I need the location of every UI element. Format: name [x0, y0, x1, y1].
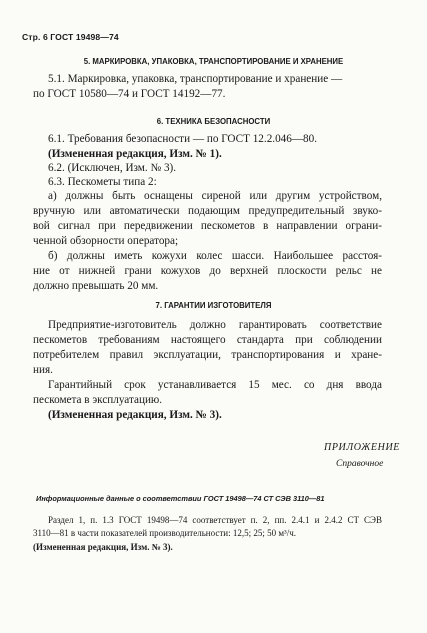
section-7-line: ния.	[33, 364, 53, 376]
section-5-line: 5.1. Маркировка, упаковка, транспортирование и хранение —	[48, 73, 343, 85]
section-7-line: пескометов требованиям настоящего стандарта при соблюдении	[33, 334, 382, 346]
section-6-line: должно превышать 20 мм.	[33, 280, 159, 292]
section-5-heading: 5. МАРКИРОВКА, УПАКОВКА, ТРАНСПОРТИРОВАНИЕ И ХРАНЕНИЕ	[83, 57, 344, 66]
section-6-line: 6.2. (Исключен, Изм. № 3).	[48, 162, 177, 174]
section-7-heading: 7. ГАРАНТИИ ИЗГОТОВИТЕЛЯ	[155, 301, 272, 310]
section-6-heading: 6. ТЕХНИКА БЕЗОПАСНОСТИ	[156, 117, 271, 126]
section-6-amendment: (Измененная редакция, Изм. № 1).	[48, 148, 222, 160]
info-amendment: (Измененная редакция, Изм. № 3).	[33, 542, 173, 552]
section-6-line: ченной обзорности оператора;	[33, 235, 179, 247]
section-6-line: б) должны иметь кожухи колес шасси. Наибольшее расстоя-	[48, 250, 382, 262]
section-7-line: потребителем правил эксплуатации, транспортирования и хране-	[33, 349, 382, 361]
section-7-line: Предприятие-изготовитель должно гарантировать соответствие	[48, 319, 382, 331]
page-header: Стр. 6 ГОСТ 19498—74	[22, 32, 119, 42]
section-6-line: а) должны быть оснащены сиреной или другим устройством,	[48, 190, 382, 202]
section-5-line: по ГОСТ 10580—74 и ГОСТ 14192—77.	[33, 88, 226, 100]
section-7-line: пескомета в эксплуатацию.	[33, 394, 163, 406]
appendix-subtitle: Справочное	[336, 459, 384, 469]
section-6-line: вручную или автоматически подающим предупредительный звуко-	[33, 205, 382, 217]
section-6-line: 6.3. Пескометы типа 2:	[48, 176, 157, 188]
section-6-line: вой сигнал при передвижении пескометов в направлении ограни-	[33, 220, 382, 232]
section-6-line: 6.1. Требования безопасности — по ГОСТ 12.2.046—80.	[48, 133, 318, 145]
info-line: 3110—81 в части показателей производительности: 12,5; 25; 50 м³/ч.	[33, 528, 297, 538]
appendix-title: ПРИЛОЖЕНИЕ	[324, 442, 400, 453]
section-7-line: Гарантийный срок устанавливается 15 мес. со дня ввода	[48, 379, 382, 391]
info-heading: Информационные данные о соответствии ГОСТ 19498—74 СТ СЭВ 3110—81	[36, 494, 325, 503]
section-6-line: ние от нижней грани кожухов до верхней плоскости рельс не	[33, 265, 382, 277]
info-line: Раздел 1, п. 1.3 ГОСТ 19498—74 соответствует п. 2, пп. 2.4.1 и 2.4.2 СТ СЭВ	[48, 515, 382, 525]
section-7-amendment: (Измененная редакция, Изм. № 3).	[48, 409, 222, 421]
